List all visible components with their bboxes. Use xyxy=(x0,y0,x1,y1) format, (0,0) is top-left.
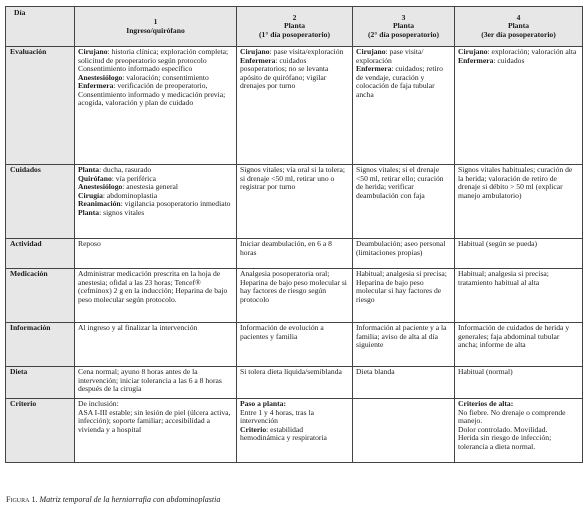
cell-dieta-1: Cena normal; ayuno 8 horas antes de la intervención; iniciar tolerancia a las 6 a 8 horas después de la cirugía xyxy=(75,367,237,399)
header-col-3-sub: (2° día posoperatorio) xyxy=(368,29,439,39)
figure-caption-label: Figura 1. xyxy=(6,495,38,504)
header-col-2-sub: (1° día posoperatorio) xyxy=(259,29,330,39)
cell-evaluacion-3 xyxy=(353,47,455,165)
cell-cuidados-1-item: Quirófano: vía periférica xyxy=(78,173,157,183)
cell-dieta-2: Si tolera dieta líquida/semiblanda xyxy=(237,367,353,399)
temporal-matrix-table xyxy=(5,6,583,463)
cell-medicacion-3: Habitual; analgesia si precisa; Heparina de bajo peso molecular si hay factores de riesgo xyxy=(353,269,455,323)
header-col-3-num: 3 xyxy=(401,12,406,22)
header-col-4-label: Planta xyxy=(507,21,530,31)
cell-informacion-1: Al ingreso y al finalizar la intervención xyxy=(75,323,237,367)
cell-cuidados-1-item: Cirugía: abdominoplastia xyxy=(78,190,158,200)
row-label-medicacion: Medicación xyxy=(6,269,75,323)
cell-evaluacion-4 xyxy=(455,47,583,165)
cell-criterio-1-item: ASA I-III estable; sin lesión de piel (úlcera activa, infección); soporte familiar; accesibilidad a vivienda y a hospital xyxy=(78,407,231,434)
cell-cuidados-1-item: Planta: signos vitales xyxy=(78,207,145,217)
cell-evaluacion-1-item: Enfermera: verificación de preoperatorio, Consentimiento informado y medicación previa; acogida, valoración y plan de cuidado xyxy=(78,81,226,108)
cell-informacion-3: Información al paciente y a la familia; aviso de alta al día siguiente xyxy=(353,323,455,367)
cell-criterio-4-item: Herida sin riesgo de infección; xyxy=(458,433,552,443)
cell-evaluacion-4-item: Cirujano: exploración; valoración alta xyxy=(458,47,577,56)
cell-cuidados-1 xyxy=(75,165,237,239)
row-label-dieta: Dieta xyxy=(6,367,75,399)
row-evaluacion xyxy=(6,47,583,165)
header-col-2 xyxy=(237,7,353,47)
cell-criterio-4-item: Dolor controlado. Movilidad. xyxy=(458,424,548,434)
cell-criterio-2-item: Entre 1 y 4 horas, tras la intervención xyxy=(240,407,315,426)
cell-cuidados-1-item: Reanimación: vigilancia posoperatorio inmediato xyxy=(78,199,231,209)
cell-medicacion-2: Analgesia posoperatoria oral; Heparina de bajo peso molecular si hay factores de riesgo según protocolo xyxy=(237,269,353,323)
cell-criterio-4-item: No fiebre. No drenaje o comprende manejo. xyxy=(458,407,566,426)
header-col-3 xyxy=(353,7,455,47)
cell-criterio-2-item: Criterio: estabilidad hemodinámica y respiratoria xyxy=(240,424,327,443)
figure-caption-text: Matriz temporal de la herniorrafia con abdominoplastia xyxy=(39,495,221,504)
cell-informacion-4: Información de cuidados de herida y generales; faja abdominal tubular ancha; informe de alta xyxy=(455,323,583,367)
header-dia: Día xyxy=(6,7,75,47)
row-actividad xyxy=(6,239,583,269)
cell-cuidados-4: Signos vitales habituales; curación de la herida; valoración de retiro de drenaje si débito > 50 ml (explicar manejo ambulatorio) xyxy=(455,165,583,239)
cell-evaluacion-2-item: Cirujano: pase visita/exploración xyxy=(240,47,344,56)
header-col-1-label: Ingreso/quirófano xyxy=(126,25,185,35)
cell-evaluacion-1 xyxy=(75,47,237,165)
header-col-1-num: 1 xyxy=(153,16,158,26)
cell-actividad-1: Reposo xyxy=(75,239,237,269)
figure-caption xyxy=(6,495,220,504)
row-label-actividad: Actividad xyxy=(6,239,75,269)
cell-actividad-4: Habitual (según se pueda) xyxy=(455,239,583,269)
header-row xyxy=(6,7,583,47)
cell-evaluacion-1-item: Anestesiólogo: valoración; consentimiento xyxy=(78,72,209,82)
cell-criterio-1-item: De inclusión: xyxy=(78,399,119,408)
row-label-criterio: Criterio xyxy=(6,399,75,463)
row-label-informacion: Información xyxy=(6,323,75,367)
row-dieta xyxy=(6,367,583,399)
cell-criterio-4 xyxy=(455,399,583,463)
row-criterio xyxy=(6,399,583,463)
cell-criterio-4-item: Criterios de alta: xyxy=(458,399,514,408)
header-col-2-label: Planta xyxy=(283,21,306,31)
cell-medicacion-4: Habitual; analgesia si precisa; tratamiento habitual al alta xyxy=(455,269,583,323)
header-col-2-num: 2 xyxy=(292,12,297,22)
cell-actividad-3: Deambulación; aseo personal (limitaciones propias) xyxy=(353,239,455,269)
header-col-3-label: Planta xyxy=(392,21,415,31)
cell-evaluacion-3-item: Cirujano: pase visita/ exploración xyxy=(356,47,424,65)
header-col-4-num: 4 xyxy=(516,12,521,22)
cell-cuidados-3: Signos vitales; si el drenaje <50 ml, retirar ello; curación de herida; verificar deambulación con faja xyxy=(353,165,455,239)
cell-evaluacion-1-item: Cirujano: historia clínica; exploración completa; solicitud de preoperatorio según protocolo xyxy=(78,47,229,65)
cell-evaluacion-3-item: Enfermera: cuidados; retiro de vendaje, curación y colocación de faja tubular ancha xyxy=(356,64,443,99)
cell-criterio-2 xyxy=(237,399,353,463)
header-col-4-sub: (3er día posoperatorio) xyxy=(481,29,556,39)
cell-cuidados-1-item: Planta: ducha, rasurado xyxy=(78,165,152,174)
cell-evaluacion-4-item: Enfermera: cuidados xyxy=(458,55,525,65)
cell-dieta-4: Habitual (normal) xyxy=(455,367,583,399)
header-col-4 xyxy=(455,7,583,47)
row-medicacion xyxy=(6,269,583,323)
row-label-cuidados: Cuidados xyxy=(6,165,75,239)
cell-cuidados-2: Signos vitales; vía oral si la tolera; si drenaje <50 ml, retirar uno o registrar por turno xyxy=(237,165,353,239)
cell-criterio-1 xyxy=(75,399,237,463)
row-cuidados xyxy=(6,165,583,239)
cell-criterio-3 xyxy=(353,399,455,463)
row-informacion xyxy=(6,323,583,367)
cell-dieta-3: Dieta blanda xyxy=(353,367,455,399)
cell-medicacion-1: Administrar medicación prescrita en la hoja de anestesia; ofidal a las 23 horas; Tencef® (cefminox) 2 g en la inducción; Heparina de bajo peso molecular según protocolo. xyxy=(75,269,237,323)
cell-informacion-2: Información de evolución a pacientes y familia xyxy=(237,323,353,367)
cell-cuidados-1-item: Anestesiólogo: anestesia general xyxy=(78,182,178,192)
cell-actividad-2: Iniciar deambulación, en 6 a 8 horas xyxy=(237,239,353,269)
cell-evaluacion-2 xyxy=(237,47,353,165)
cell-criterio-4-item: tolerancia a dieta normal. xyxy=(458,441,536,451)
row-label-evaluacion: Evaluación xyxy=(6,47,75,165)
cell-evaluacion-1-item: Consentimiento informado específico xyxy=(78,64,193,74)
cell-evaluacion-2-item: Enfermera: cuidados posoperatorios; no se levanta apósito de quirófano; vigilar drenajes por turno xyxy=(240,55,329,91)
header-col-1 xyxy=(75,7,237,47)
cell-criterio-2-item: Paso a planta: xyxy=(240,399,286,408)
